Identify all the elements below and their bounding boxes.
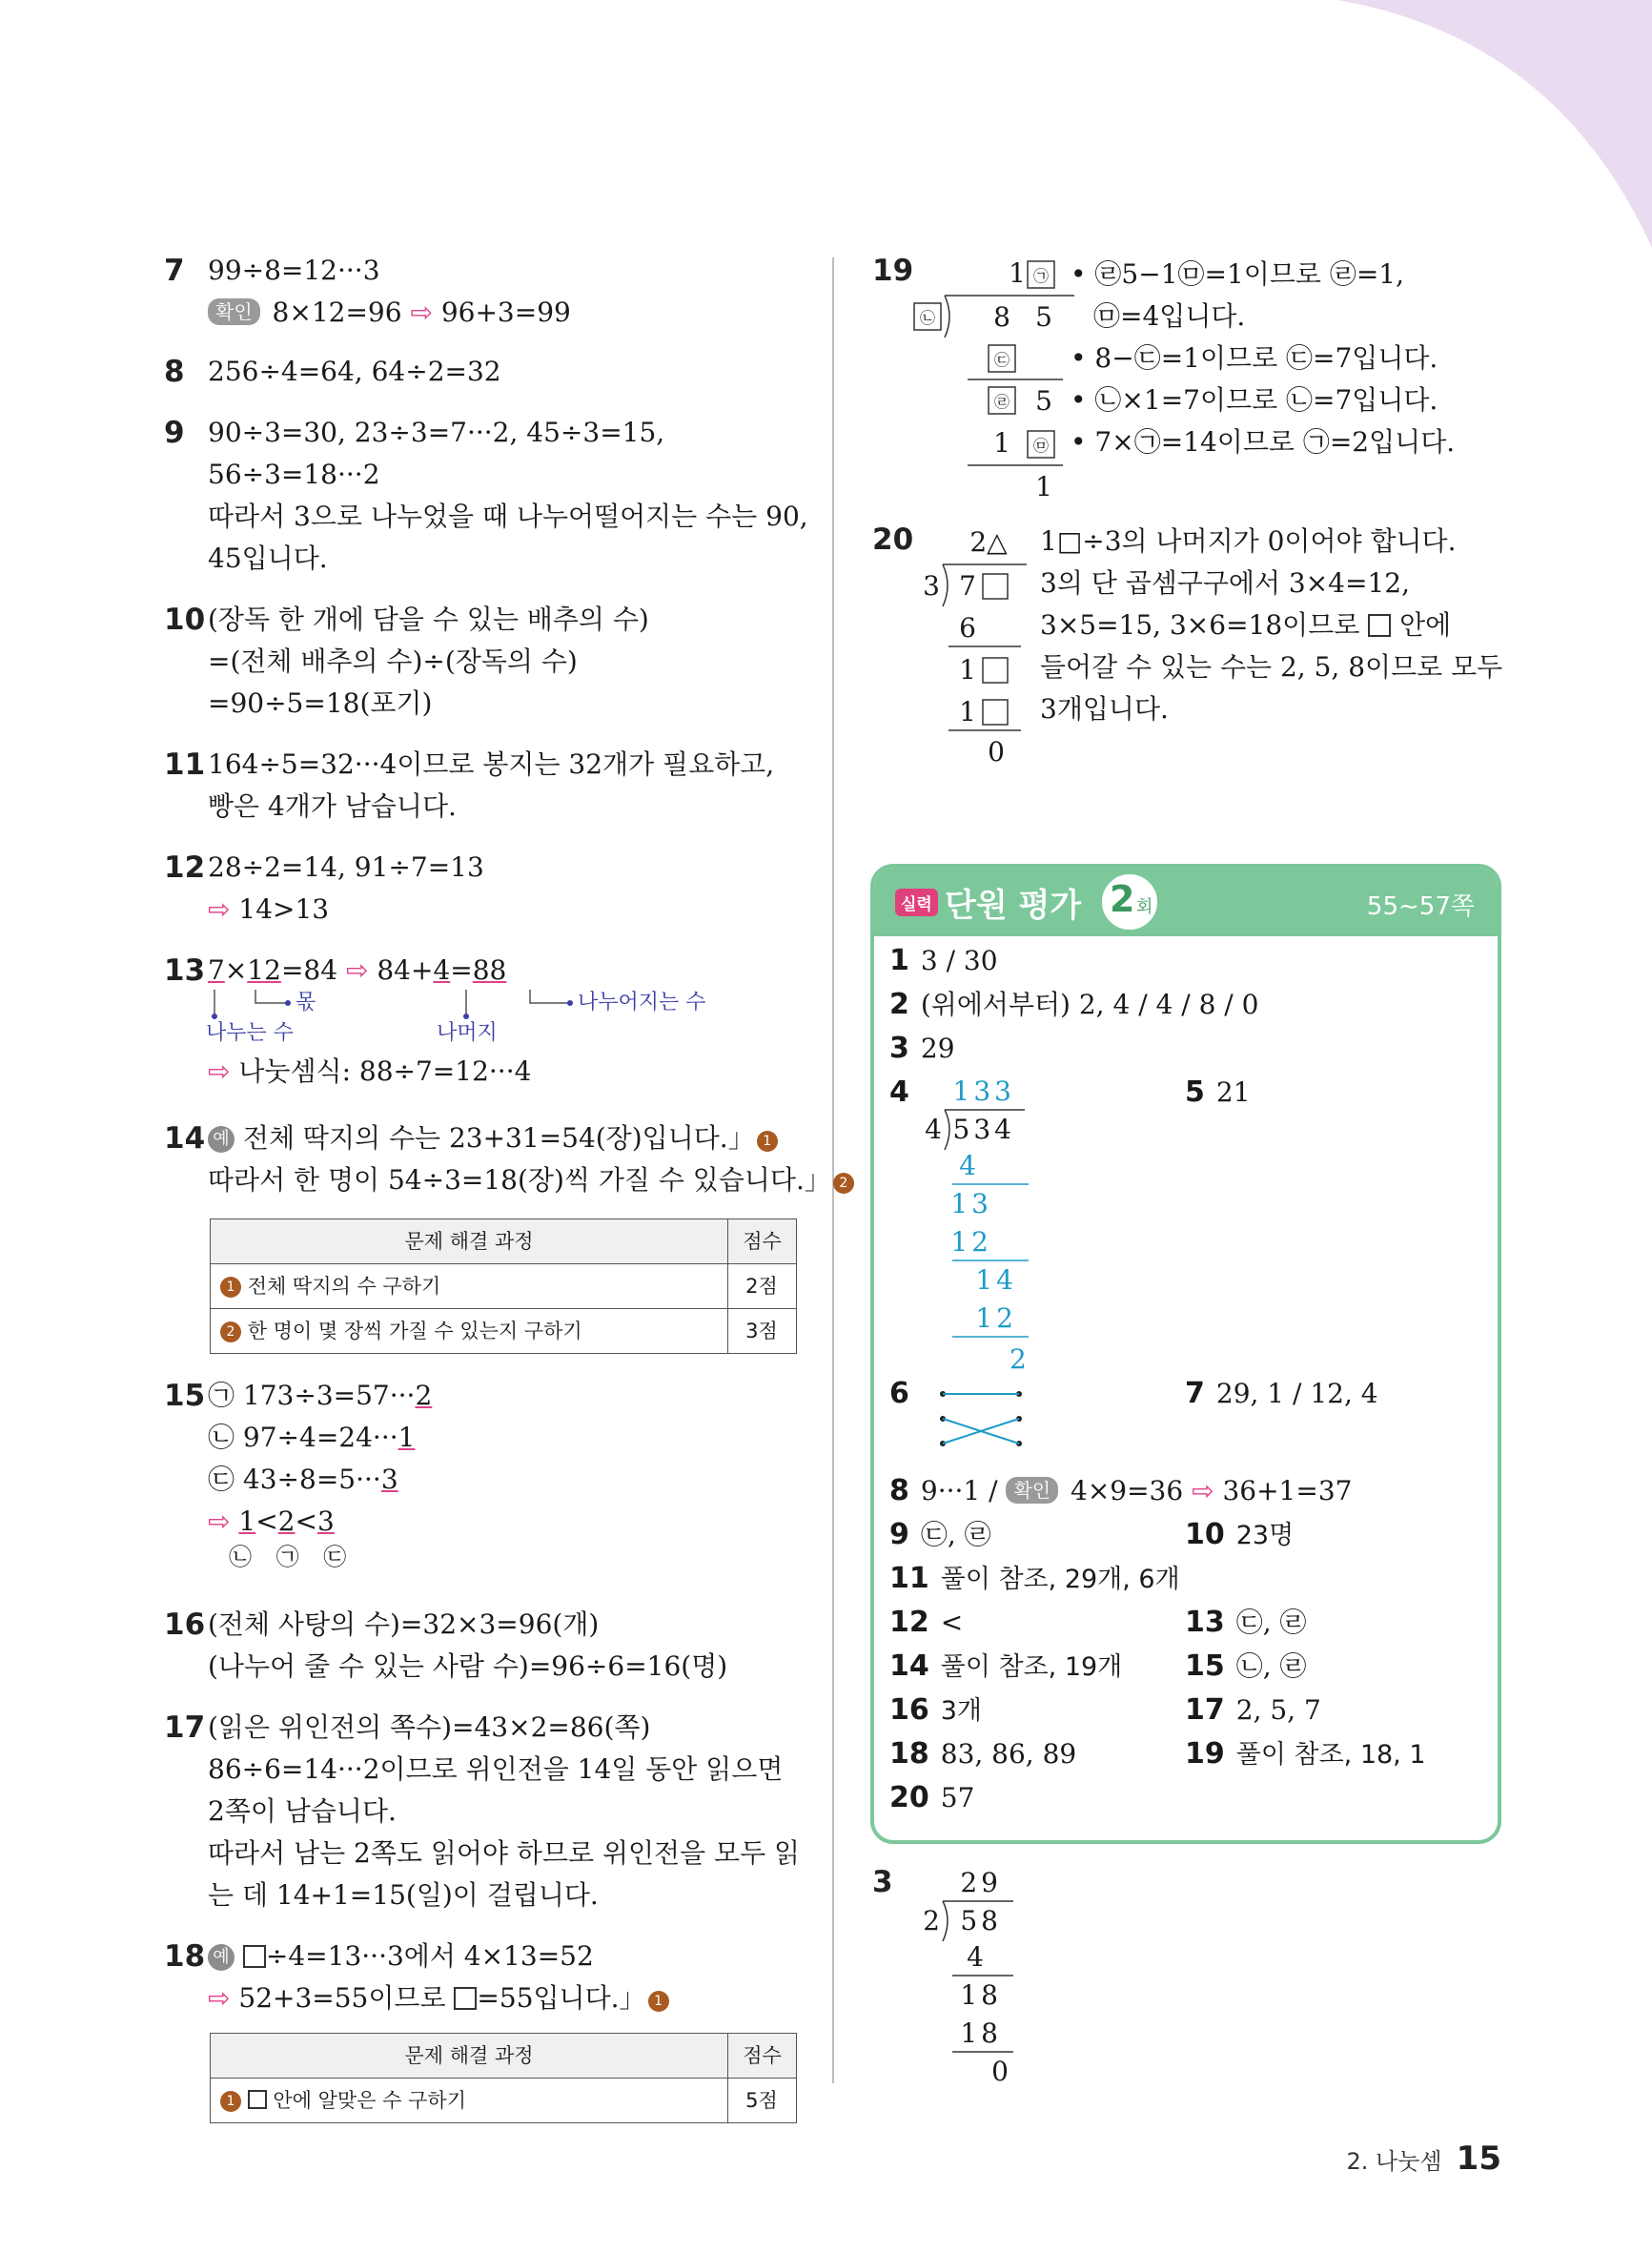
solution-line: 따라서 한 명이 54÷3=18(장)씩 가질 수 있습니다.」 [208, 1164, 831, 1196]
step-marker: 2 [833, 1173, 854, 1194]
solution-line: 90÷3=30, 23÷3=7···2, 45÷3=15, [208, 417, 665, 448]
problem-14 [164, 1117, 848, 1354]
step-text: 18 [960, 2017, 1002, 2049]
answer-19 [1185, 1735, 1426, 1774]
round-number: 2 [1110, 878, 1135, 920]
problem-number: 9 [164, 416, 185, 450]
solution-line: =(전체 배추의 수)÷(장독의 수) [208, 645, 578, 677]
solution-line: 45입니다. [208, 543, 328, 574]
dividend-digit: 7 [959, 570, 976, 602]
problem-number: 15 [164, 1379, 206, 1413]
long-division-19 [910, 250, 1082, 507]
answer-number: 17 [1185, 1693, 1225, 1727]
solution-line: =55입니다.」 [477, 1982, 646, 2014]
answer-18 [889, 1735, 1076, 1773]
problem-20 [872, 519, 1501, 767]
answer-8 [889, 1472, 1352, 1510]
answer-11 [889, 1560, 1180, 1599]
step-points: 5점 [728, 2079, 797, 2123]
level-badge: 실력 [895, 889, 938, 916]
remainder-digit: 1 [1035, 471, 1052, 502]
solution-line: 1□÷3의 나머지가 0이어야 합니다. [1040, 525, 1457, 557]
unit-evaluation-box [870, 864, 1501, 1844]
step-text: 18 [960, 1979, 1002, 2011]
box-label-d: ㉣ [993, 393, 1010, 411]
problem-9 [164, 412, 808, 580]
problem-10 [164, 599, 803, 725]
solution-line: (나누어 줄 수 있는 사람 수)=96÷6=16(명) [208, 1650, 728, 1682]
compare-value: 2 [277, 1505, 296, 1537]
answer-number: 7 [1185, 1377, 1205, 1410]
order-label: ㉠ [275, 1544, 299, 1570]
check-badge: 확인 [208, 298, 260, 325]
problem-12 [164, 847, 803, 931]
solution-line: =90÷5=18(포기) [208, 687, 433, 719]
dividend-digit: 5 [1035, 301, 1052, 333]
table-header: 점수 [728, 2034, 797, 2079]
answer-value: 29, 1 / 12, 4 [1215, 1378, 1378, 1409]
problem-20-explanation [1040, 521, 1502, 730]
solution-line: 14>13 [238, 893, 330, 925]
step-description: 전체 딱지의 수 구하기 [247, 1275, 441, 1298]
divisor-value: 7 [208, 954, 225, 986]
blank-box [248, 2090, 267, 2109]
arrow-icon: ⇨ [1192, 1475, 1214, 1506]
answer-12 [889, 1604, 963, 1642]
step-text: 4 [959, 1150, 976, 1181]
order-label: ㉢ [323, 1544, 347, 1570]
answer-value: 83, 86, 89 [940, 1738, 1077, 1770]
equation: 173÷3=57··· [242, 1380, 416, 1411]
answer-value: 3개 [940, 1696, 983, 1726]
solution-line: 3개입니다. [1040, 693, 1169, 725]
solution-line: 2쪽이 남습니다. [208, 1795, 397, 1827]
answer-number: 8 [889, 1474, 909, 1507]
divisor-label: 나누는 수 [206, 1021, 295, 1045]
step-text: 4 [967, 1941, 984, 1973]
problem-3-solution [872, 1861, 1158, 2090]
dividend-text: 534 [952, 1114, 1015, 1145]
round-suffix: 회 [1136, 897, 1153, 917]
solution-line: • ㉣5−1㉤=1이므로 ㉣=1, [1071, 258, 1405, 290]
answer-value: 풀이 참조, 19개 [940, 1652, 1123, 1682]
box-label-a: ㉠ [1032, 267, 1050, 285]
answer-value: ㉢, ㉣ [1235, 1607, 1307, 1638]
step-text: 12 [950, 1226, 992, 1258]
answer-9 [889, 1516, 991, 1554]
remainder: 3 [380, 1464, 398, 1495]
matching-lines [935, 1373, 1030, 1449]
box-label-c: ㉢ [993, 351, 1010, 369]
problem-number: 11 [164, 748, 206, 782]
answer-5 [1185, 1074, 1251, 1112]
compare-value: 1 [238, 1505, 256, 1537]
answer-number: 11 [889, 1562, 929, 1595]
solution-line: 164÷5=32···4이므로 봉지는 32개가 필요하고, [208, 748, 775, 780]
check-result: 36+1=37 [1222, 1475, 1353, 1506]
solution-line: 따라서 남는 2쪽도 읽어야 하므로 위인전을 모두 읽 [208, 1837, 801, 1869]
step-marker: 1 [648, 1991, 669, 2012]
table-row [211, 2079, 797, 2123]
quotient-digit: 1 [1009, 257, 1026, 289]
table-row [211, 1264, 797, 1309]
solution-line: 들어갈 수 있는 수는 2, 5, 8이므로 모두 [1040, 651, 1503, 683]
problem-number: 16 [164, 1608, 206, 1642]
table-row [211, 1309, 797, 1354]
scoring-table [210, 1219, 797, 1354]
answer-value: (위에서부터) 2, 4 / 4 / 8 / 0 [920, 989, 1259, 1020]
quotient-label: 몫 [296, 991, 316, 1014]
step-marker: 1 [757, 1131, 778, 1152]
solution-line: (전체 사탕의 수)=32×3=96(개) [208, 1608, 600, 1640]
divisor-text: 4 [925, 1114, 942, 1145]
divisor-text: 2 [923, 1905, 940, 1936]
step-description: 한 명이 몇 장씩 가질 수 있는지 구하기 [247, 1320, 582, 1342]
step-points: 3점 [728, 1309, 797, 1354]
problem-11 [164, 744, 803, 828]
label-c: ㉢ [208, 1464, 235, 1495]
answer-number: 18 [889, 1737, 929, 1771]
product-value: 84 [303, 954, 338, 986]
scoring-table [210, 2033, 797, 2123]
step-marker: 1 [220, 2091, 241, 2112]
arrow-icon: ⇨ [410, 297, 433, 328]
blank-box [454, 1987, 477, 2010]
quotient-text: 29 [960, 1867, 1002, 1898]
page-number: 15 [1456, 2140, 1501, 2178]
blank-box [243, 1945, 266, 1968]
solution-line: (장독 한 개에 담을 수 있는 배추의 수) [208, 604, 649, 635]
page-range: 55~57쪽 [1366, 892, 1475, 921]
arrow-icon: ⇨ [208, 1505, 231, 1537]
answer-value: 풀이 참조, 29개, 6개 [940, 1565, 1180, 1594]
answer-6 [889, 1375, 921, 1413]
answer-15 [1185, 1648, 1307, 1686]
problem-number: 3 [872, 1865, 893, 1899]
answer-value: 2, 5, 7 [1235, 1694, 1321, 1726]
remainder-value: 4 [433, 954, 451, 986]
problem-7 [164, 250, 803, 332]
problem-number: 17 [164, 1710, 206, 1745]
problem-19-explanation [1071, 254, 1455, 463]
dividend-label: 나누어지는 수 [578, 991, 706, 1014]
problem-number: 20 [872, 522, 914, 557]
example-badge: 예 [208, 1944, 235, 1971]
arrow-icon: ⇨ [208, 893, 231, 925]
answer-14 [889, 1648, 1122, 1687]
answer-value: 3 / 30 [920, 945, 998, 976]
solution-line: 256÷4=64, 64÷2=32 [208, 356, 501, 387]
answer-number: 5 [1185, 1075, 1205, 1109]
problem-18 [164, 1936, 803, 2123]
check-expression: 8×12=96 [272, 297, 402, 328]
answer-10 [1185, 1516, 1294, 1555]
solution-line: 52+3=55이므로 [238, 1982, 446, 2014]
answer-16 [889, 1691, 982, 1731]
answer-value: < [940, 1607, 964, 1638]
table-header: 문제 해결 과정 [211, 1219, 728, 1264]
check-expression: 4×9=36 [1071, 1475, 1184, 1506]
answer-value: 21 [1215, 1076, 1251, 1108]
check-badge: 확인 [1006, 1477, 1058, 1504]
answer-number: 13 [1185, 1606, 1225, 1639]
partial-text: 1 [959, 654, 976, 686]
table-header: 점수 [728, 1219, 797, 1264]
compare-value: 3 [316, 1505, 335, 1537]
solution-line: ㉤=4입니다. [1093, 300, 1246, 332]
solution-line: ÷4=13···3에서 4×13=52 [265, 1940, 594, 1972]
page-footer [1346, 2140, 1501, 2178]
step-text: 12 [975, 1302, 1017, 1334]
remainder: 2 [415, 1380, 433, 1411]
check-line [208, 292, 803, 334]
label-b: ㉡ [208, 1422, 235, 1453]
quotient-value: 12 [247, 954, 281, 986]
problem-17 [164, 1707, 803, 1916]
long-division-3 [914, 1861, 1048, 2090]
answer-13 [1185, 1604, 1307, 1642]
step-marker: 2 [220, 1321, 241, 1342]
arrow-icon: ⇨ [208, 1982, 231, 2014]
answer-7 [1185, 1375, 1378, 1413]
blank-box [1368, 614, 1391, 637]
problem-8 [164, 351, 803, 393]
answer-2 [889, 986, 1258, 1024]
quotient-text: 2△ [969, 526, 1008, 558]
divisor-text: 3 [923, 570, 940, 602]
answer-20 [889, 1779, 974, 1817]
example-badge: 예 [208, 1126, 235, 1153]
problem-15: 15 ㉠ 173÷3=57···2 ㉡ 97÷4=24···1 ㉢ 43÷8=5···3 ⇨ 1<2<3 ㉡ ㉠ ㉢ [164, 1375, 803, 1585]
dividend-digit: 8 [993, 301, 1010, 333]
equation: 97÷4=24··· [242, 1422, 398, 1453]
table-header: 문제 해결 과정 [211, 2034, 728, 2079]
problem-number: 19 [872, 254, 914, 288]
answer-number: 14 [889, 1649, 929, 1683]
dividend-value: 88 [472, 954, 507, 986]
answer-value: 57 [940, 1782, 975, 1813]
remainder-label: 나머지 [437, 1021, 498, 1045]
remainder-text: 2 [1010, 1343, 1027, 1375]
answer-value: 9···1 / [920, 1475, 998, 1506]
product-value: 84 [377, 954, 411, 986]
left-column [164, 250, 848, 2123]
answer-value: 29 [920, 1033, 955, 1064]
answer-value: 23명 [1235, 1521, 1295, 1550]
solution-line: 나눗셈식: 88÷7=12···4 [238, 1055, 532, 1087]
solution-line: 안에 [1399, 609, 1452, 641]
answer-value: ㉡, ㉣ [1235, 1650, 1307, 1682]
problem-number: 14 [164, 1121, 206, 1156]
problem-number: 8 [164, 355, 185, 389]
column-divider [832, 257, 834, 2083]
answer-1 [889, 942, 998, 980]
order-label: ㉡ [229, 1544, 252, 1570]
answer-number: 12 [889, 1606, 929, 1639]
box-label-e: ㉤ [1032, 437, 1050, 455]
solution-line: • ㉡×1=7이므로 ㉡=7입니다. [1071, 384, 1438, 416]
problem-number: 7 [164, 254, 185, 288]
answer-number: 1 [889, 944, 909, 977]
label-a: ㉠ [208, 1380, 235, 1411]
problem-number: 18 [164, 1939, 206, 1974]
solution-line: 56÷3=18···2 [208, 459, 380, 490]
solution-line: 빵은 4개가 남습니다. [208, 790, 457, 822]
answer-number: 10 [1185, 1518, 1225, 1551]
answer-3 [889, 1030, 955, 1068]
long-division-4 [914, 1072, 1048, 1348]
equation-line: 7×12=84 ⇨ 84+4=88 [208, 954, 507, 986]
answer-17 [1185, 1691, 1321, 1730]
answer-number: 2 [889, 988, 909, 1021]
box-label-b: ㉡ [919, 309, 936, 327]
round-badge [1099, 871, 1160, 932]
answer-number: 6 [889, 1377, 909, 1410]
remainder-digit: 0 [988, 736, 1005, 767]
dividend-digit: 5 [1035, 385, 1052, 417]
step-text: 13 [950, 1188, 992, 1219]
arrow-icon: ⇨ [345, 954, 369, 986]
evaluation-title: 단원 평가 [945, 887, 1082, 925]
solution-line: (읽은 위인전의 쪽수)=43×2=86(쪽) [208, 1711, 651, 1743]
answer-number: 19 [1185, 1737, 1225, 1771]
solution-line: • 7×㉠=14이므로 ㉠=2입니다. [1071, 426, 1456, 458]
answer-number: 16 [889, 1693, 929, 1727]
chapter-label: 2. 나눗셈 [1346, 2148, 1442, 2175]
answer-number: 15 [1185, 1649, 1225, 1683]
remainder-text: 0 [991, 2056, 1009, 2087]
solution-line: 3×5=15, 3×6=18이므로 [1040, 609, 1360, 641]
problem-16 [164, 1604, 803, 1688]
step-description: 안에 알맞은 수 구하기 [273, 2089, 466, 2112]
product-digit: 1 [993, 427, 1010, 459]
check-result: 96+3=99 [440, 297, 571, 328]
solution-line: 28÷2=14, 91÷7=13 [208, 851, 484, 883]
partial-text: 1 [959, 696, 976, 727]
problem-13 [164, 950, 803, 1096]
answer-number: 3 [889, 1032, 909, 1065]
remainder: 1 [398, 1422, 416, 1453]
answer-number: 4 [889, 1075, 909, 1109]
arrow-icon: ⇨ [208, 1055, 231, 1087]
right-column [872, 250, 1501, 767]
step-text: 14 [975, 1264, 1017, 1296]
step-points: 2점 [728, 1264, 797, 1309]
quotient-text: 133 [952, 1075, 1015, 1107]
answer-value: 풀이 참조, 18, 1 [1235, 1740, 1426, 1770]
solution-line: 3의 단 곱셈구구에서 3×4=12, [1040, 567, 1410, 599]
step-marker: 1 [220, 1277, 241, 1298]
equation: 43÷8=5··· [242, 1464, 381, 1495]
answer-list [870, 932, 1501, 1844]
problem-number: 10 [164, 603, 206, 637]
problem-number: 13 [164, 953, 206, 988]
solution-line: 따라서 3으로 나누었을 때 나누어떨어지는 수는 90, [208, 501, 808, 532]
solution-line: 전체 딱지의 수는 23+31=54(장)입니다.」 [242, 1122, 755, 1154]
unit-evaluation-header [874, 868, 1498, 936]
solution-line: 는 데 14+1=15(일)이 걸립니다. [208, 1879, 599, 1911]
product-text: 6 [959, 612, 976, 644]
problem-19 [872, 250, 1501, 507]
dividend-text: 58 [960, 1905, 1002, 1936]
corner-decoration [1271, 0, 1652, 248]
solution-line: • 8−㉢=1이므로 ㉢=7입니다. [1071, 342, 1438, 374]
solution-line: 86÷6=14···2이므로 위인전을 14일 동안 읽으면 [208, 1753, 784, 1785]
problem-number: 12 [164, 850, 206, 885]
answer-number: 20 [889, 1781, 929, 1814]
answer-number: 9 [889, 1518, 909, 1551]
solution-line: 99÷8=12···3 [208, 255, 380, 286]
answer-value: ㉢, ㉣ [920, 1519, 991, 1550]
